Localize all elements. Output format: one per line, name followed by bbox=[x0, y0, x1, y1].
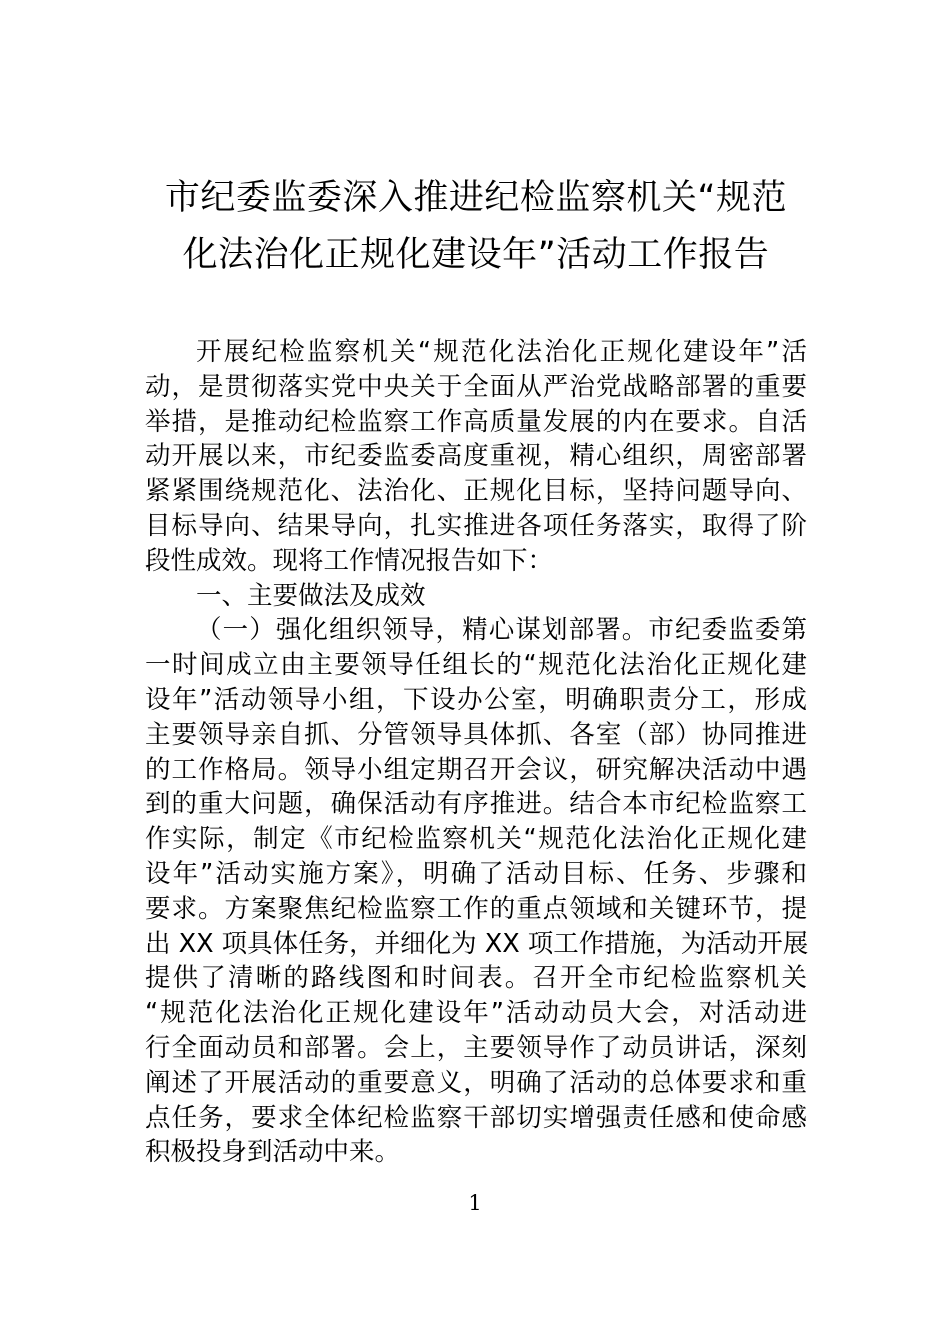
text-line: 出 XX 项具体任务，并细化为 XX 项工作措施，为活动开展 bbox=[145, 928, 809, 959]
section-heading-text: 一、主要做法及成效 bbox=[196, 580, 426, 611]
document-title bbox=[145, 170, 807, 284]
text-line: 段性成效。现将工作情况报告如下： bbox=[145, 545, 554, 576]
text-line: 行全面动员和部署。会上，主要领导作了动员讲话，深刻 bbox=[145, 1032, 807, 1063]
text-line: 作实际，制定《市纪检监察机关“规范化法治化正规化建 bbox=[145, 824, 807, 855]
text-line: 到的重大问题，确保活动有序推进。结合本市纪检监察工 bbox=[145, 789, 807, 820]
text-line: 积极投身到活动中来。 bbox=[145, 1137, 401, 1168]
document-body bbox=[145, 335, 807, 1170]
text-line: 阐述了开展活动的重要意义，明确了活动的总体要求和重 bbox=[145, 1067, 807, 1098]
section-heading bbox=[145, 579, 807, 614]
text-line: 目标导向、结果导向，扎实推进各项任务落实，取得了阶 bbox=[145, 510, 807, 541]
text-line: （一）强化组织领导，精心谋划部署。市纪委监委第 bbox=[196, 615, 807, 646]
text-line: 举措，是推动纪检监察工作高质量发展的内在要求。自活 bbox=[145, 406, 807, 437]
text-line: 主要领导亲自抓、分管领导具体抓、各室（部）协同推进 bbox=[145, 719, 807, 750]
text-line: 动，是贯彻落实党中央关于全面从严治党战略部署的重要 bbox=[145, 371, 807, 402]
section-paragraph bbox=[145, 613, 807, 1170]
title-line: 市纪委监委深入推进纪检监察机关“规范 bbox=[164, 178, 788, 218]
text-line: 的工作格局。领导小组定期召开会议，研究解决活动中遇 bbox=[145, 754, 807, 785]
text-line: 紧紧围绕规范化、法治化、正规化目标，坚持问题导向、 bbox=[145, 476, 807, 507]
text-line: 开展纪检监察机关“规范化法治化正规化建设年”活 bbox=[196, 337, 807, 367]
text-line: 一时间成立由主要领导任组长的“规范化法治化正规化建 bbox=[145, 650, 807, 681]
text-line: 设年”活动实施方案》，明确了活动目标、任务、步骤和 bbox=[145, 858, 807, 889]
text-line: 设年”活动领导小组，下设办公室，明确职责分工，形成 bbox=[145, 684, 807, 715]
text-line: 提供了清晰的路线图和时间表。召开全市纪检监察机关 bbox=[145, 963, 807, 994]
text-line: 要求。方案聚焦纪检监察工作的重点领域和关键环节，提 bbox=[145, 893, 807, 924]
text-line: 点任务，要求全体纪检监察干部切实增强责任感和使命感 bbox=[145, 1102, 807, 1133]
text-line: 动开展以来，市纪委监委高度重视，精心组织，周密部署 bbox=[145, 441, 807, 472]
title-line: 化法治化正规化建设年”活动工作报告 bbox=[182, 235, 770, 275]
intro-paragraph bbox=[145, 335, 807, 579]
text-line: “规范化法治化正规化建设年”活动动员大会，对活动进 bbox=[145, 998, 807, 1029]
page-number: 1 bbox=[468, 1191, 482, 1215]
